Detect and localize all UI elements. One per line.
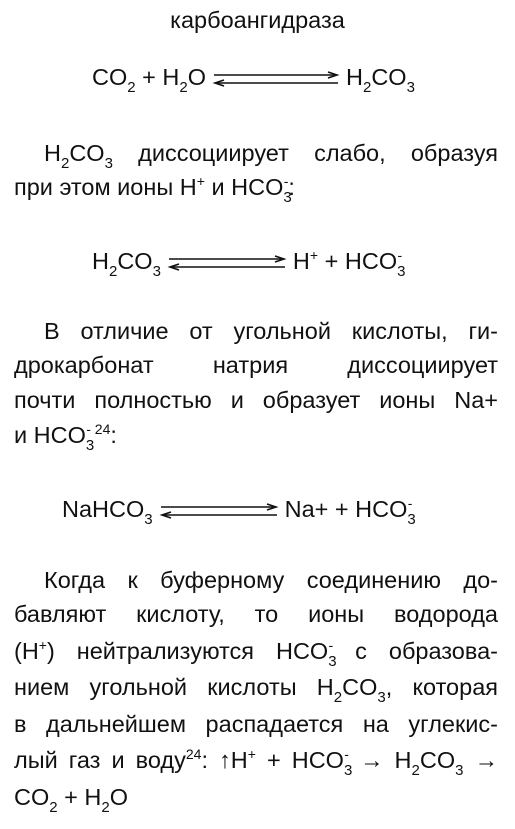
para2-line1: В отличие от угольной кислоты, ги- — [44, 318, 498, 344]
para3-line7: $CO_2 + H_2O$ — [14, 784, 128, 816]
equilibrium-arrows-icon — [212, 71, 340, 87]
para2-line2: дрокарбонат натрия диссоциирует — [14, 352, 498, 378]
equilibrium-arrows-icon — [159, 503, 279, 519]
equation-h2co3-dissociation: $H_2CO_3$ $H^+ + HCO_3^-$ — [92, 247, 406, 280]
para3-line1: Когда к буферному соединению до- — [44, 567, 498, 593]
enzyme-label: карбоангидраза — [170, 7, 345, 33]
equilibrium-arrows-icon — [167, 255, 287, 271]
para2-line3: почти полностью и образует ионы Na+ — [14, 387, 498, 413]
para3-line3: (H+) нейтрализуются $HCO_3^-$ с образова- — [14, 637, 498, 670]
para3-line5: в дальнейшем распадается на углекис- — [14, 711, 498, 737]
para3-line2: бавляют кислоту, то ионы водорода — [14, 601, 498, 627]
para3-line6: лый газ и воду$^{24}$: ↑H+ + $HCO_3^- \to H_2CO_3$ → — [14, 746, 499, 779]
equation-co2-h2o: $CO_2 + H_2O$ $H_2CO_3$ — [92, 64, 415, 96]
equation-nahco3-dissociation: NaHCO$_3$ $Na+ + HCO_3^-$ — [62, 495, 416, 528]
para3-line4: нием угольной кислоты $H_2CO_3$, которая — [14, 674, 498, 706]
para1-line1: $H_2CO_3$ диссоциирует слабо, образуя — [44, 140, 498, 172]
para1-line2: при этом ионы H+ и $HCO_3^-$: — [14, 173, 295, 206]
para2-line4: и $HCO_3^{- 24}$: — [14, 421, 117, 454]
